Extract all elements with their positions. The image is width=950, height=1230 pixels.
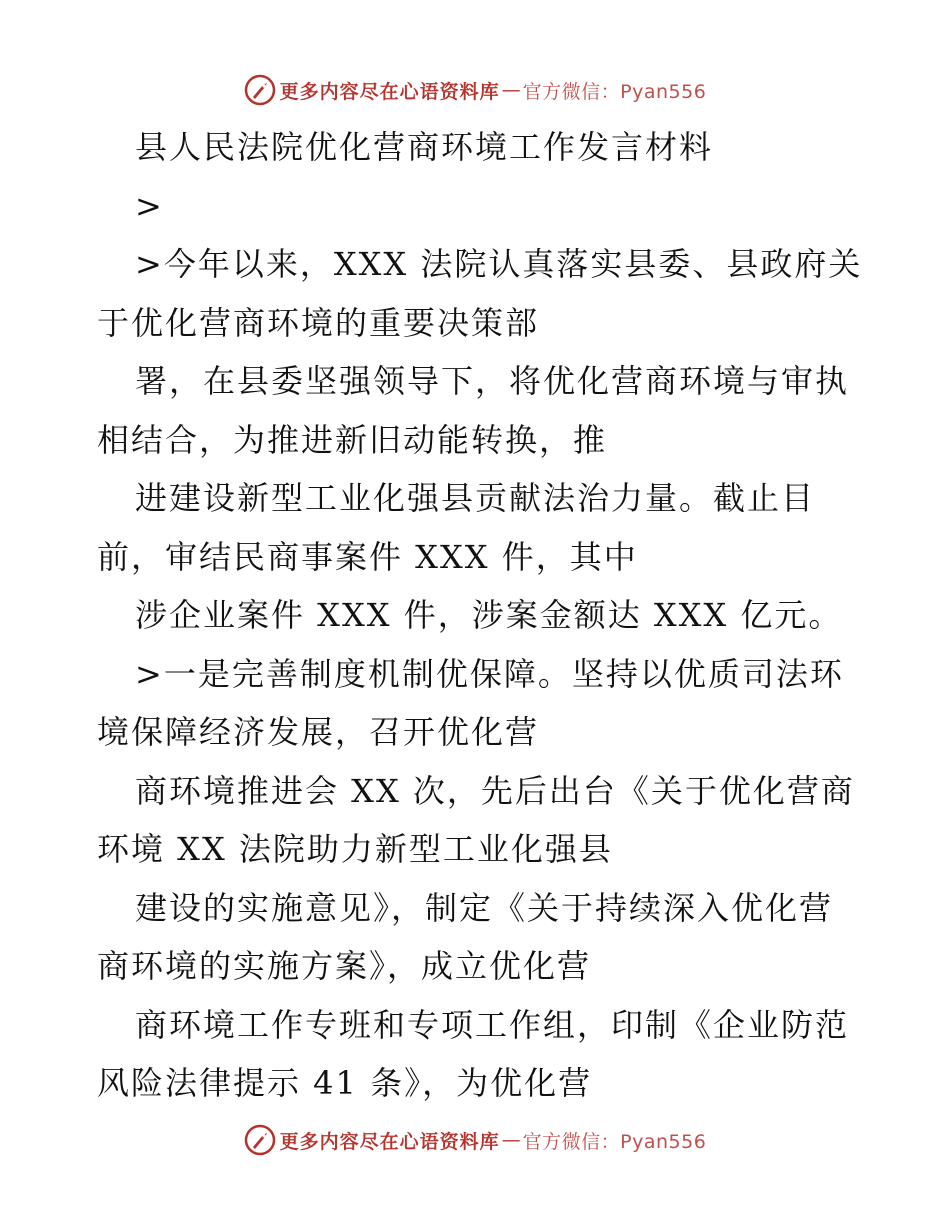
pen-nib-logo-icon [244,1124,276,1156]
document-line: 相结合，为推进新旧动能转换，推 [97,420,608,459]
document-line: 涉企业案件 XXX 件，涉案金额达 XXX 亿元。 [135,596,843,634]
document-line: 商环境的实施方案》，成立优化营 [97,947,592,985]
document-line: 商环境推进会 XX 次，先后出台《关于优化营商 [135,771,855,810]
watermark-contact-text: 官方微信：Pyan556 [522,1130,707,1153]
document-line: 境保障经济发展，召开优化营 [97,713,540,751]
document-body [97,118,867,1113]
watermark-dash: — [501,79,521,101]
document-line: 前，审结民商事案件 XXX 件，其中 [97,537,638,576]
document-line: 风险法律提示 41 条》，为优化营 [97,1064,593,1102]
header-watermark [0,70,950,110]
document-line: 商环境工作专班和专项工作组，印制《企业防范 [135,1005,850,1044]
document-line: 环境 XX 法院助力新型工业化强县 [97,830,613,868]
document-line: 建设的实施意见》，制定《关于持续深入优化营 [135,888,834,927]
document-line: > [135,186,164,225]
pen-nib-logo-icon [244,74,276,106]
document-line: 于优化营商环境的重要决策部 [97,303,540,342]
document-line: 进建设新型工业化强县贡献法治力量。截止目 [135,479,816,517]
watermark-site-text: 更多内容尽在心语资料库 [279,1130,500,1153]
watermark-contact-text: 官方微信：Pyan556 [522,80,707,103]
document-line: >一是完善制度机制优保障。坚持以优质司法环 [135,654,844,693]
footer-watermark [0,1120,950,1160]
watermark-site-text: 更多内容尽在心语资料库 [279,80,500,103]
document-line: 署，在县委坚强领导下，将优化营商环境与审执 [135,362,850,400]
document-line: >今年以来，XXX 法院认真落实县委、县政府关 [135,245,863,283]
watermark-dash: — [501,1129,521,1151]
document-title: 县人民法院优化营商环境工作发言材料 [135,128,714,166]
